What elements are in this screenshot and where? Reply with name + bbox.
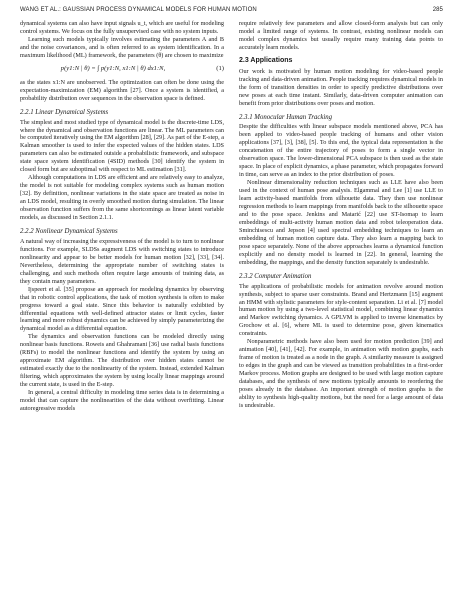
equation-1 [20,62,224,77]
left-column [20,20,224,413]
equation-number: (1) [216,64,224,72]
body-paragraph: as the states x1:N are unobserved. The optimization can often be done using the expectation-maximization (EM) algorithm [27]. Once a system is identified, a probability distribution over sequences in the observation space is defined. [20,78,224,102]
right-column [239,20,443,410]
subsection-heading: 2.3.1 Monocular Human Tracking [239,113,333,121]
body-paragraph: Despite the difficulties with linear subspace models mentioned above, PCA has been applied to video-based people tracking of humans and other vision applications [37], [3], [38], [5]. To this end, the typical data representation is the concatenation of the entire trajectory of poses to form a single vector in observation space. The lower-dimensional PCA subspace is then used as the state space. In place of explicit dynamics, a phase parameter, which propagates forward in time, can serve as an index to the prior distribution of poses. [239,123,443,179]
body-paragraph: Although computations in LDS are efficient and are relatively easy to analyze, the model is not suitable for modeling complex systems such as human motion [32]. By definition, nonlinear variations in the state space are treated as noise in an LDS model, resulting in overly smoothed motion during simulation. The linear observation function suffers from the same shortcomings as linear latent variable models, as discussed in Section 2.1.1. [20,174,224,222]
body-paragraph: In general, a central difficulty in modeling time series data is in determining a model that can capture the nonlinearities of the data without overfitting. Linear autoregressive models [20,389,224,412]
body-paragraph: A natural way of increasing the expressiveness of the model is to turn to nonlinear functions. For example, SLDSs augment LDS with switching states to introduce nonlinearity and appear to be better models for human motion [32], [33], [34]. Nevertheless, determining the appropriate number of switching states is challenging, and such methods often require large amounts of training data, as they contain many parameters. [20,237,224,285]
subsection-heading: 2.3.2 Computer Animation [239,272,312,280]
body-paragraph: The simplest and most studied type of dynamical model is the discrete-time LDS, where the dynamical and observation functions are linear. The ML parameters can be computed iteratively using the EM algorithm [28], [29]. As part of the E-step, a Kalman smoother is used to infer the expected values of the hidden states. LDS parameters can also be estimated outside a probabilistic framework, and subspace state space system identification (4SID) methods [30] identify the system in closed form but are suboptimal with respect to ML estimation [31]. [20,118,224,174]
body-paragraph: dynamical systems can also have input signals u_t, which are useful for modeling control systems. We focus on the fully unsupervised case with no system inputs. [20,20,224,35]
body-paragraph: Nonparametric methods have also been used for motion prediction [39] and animation [40], [41], [42]. For example, in animation with motion graphs, each frame of motion is treated as a node in the graph. A similarity measure is assigned to edges in the graph and can be viewed as transition probabilities in a first-order Markov process. Motion graphs are designed to be used with large motion capture databases, and the synthesis of new motions typically amounts to reordering the poses already in the database. An important strength of motion graphs is the ability to synthesis high-quality motions, but the need for a large amount of data is undesirable. [239,338,443,409]
section-heading: 2.2.1 Linear Dynamical Systems [20,108,109,116]
running-header [20,7,443,16]
body-paragraph: The applications of probabilistic models for animation revolve around motion synthesis, subject to sparse user constraints. Brand and Hertzmann [15] augment an HMM with stylistic parameters for style-content separation. Li et al. [7] model human motion by using a two-level statistical model, combining linear dynamics and Markov switching dynamics. A GPLVM is applied to inverse kinematics by Grochow et al. [6], where ML is used to determine pose, given kinematics constraints. [239,282,443,338]
page-number: 285 [432,7,443,13]
body-paragraph: The dynamics and observation functions can be modeled directly using nonlinear basis functions. Roweis and Ghahramani [36] use radial basis functions (RBFs) to model the nonlinear functions and identify the system by using an approximate EM algorithm. The distribution over hidden states cannot be estimated exactly due to the nonlinearity of the system. Instead, extended Kalman filtering, which approximates the system by using locally linear mappings around the current state, is used in the E-step. [20,333,224,389]
body-paragraph: Nonlinear dimensionality reduction techniques such as LLE have also been used in the context of human pose analysis. Elgammal and Lee [1] use LLE to learn activity-based manifolds from silhouette data. They then use nonlinear regression methods to learn mappings from manifolds back to the silhouette space and to the pose space. Jenkins and Matarić [22] use ST-Isomap to learn embeddings of multi-activity human motion data and robot teleoperation data. Sminchisescu and Jepson [4] used spectral embedding techniques to learn an embedding of human motion capture data. They also learn a mapping back to pose space separately. None of the above approaches learns a dynamical function explicitly and no density model is learned in [22]. In general, learning the embedding, the mappings, and the density function separately is undesirable. [239,179,443,266]
running-title: WANG ET AL.: GAUSSIAN PROCESS DYNAMICAL MODELS FOR HUMAN MOTION [20,7,257,13]
body-paragraph: Our work is motivated by human motion modeling for video-based people tracking and data-driven animation. People tracking requires dynamical models in the form of transition densities in order to specify predictive distributions over new poses at each time instant. Similarly, data-driven computer animation can benefit from prior distributions over poses and motion. [239,67,443,107]
equation-body: p(y1:N | θ) = ∫ p(y1:N, x1:N | θ) dx1:N, [60,64,166,72]
body-paragraph: Learning such models typically involves estimating the parameters A and B and the noise covariances, and is often referred to as system identification. In a maximum likelihood (ML) framework, the parameters (θ) are chosen to maximize [20,35,224,59]
section-heading: 2.3 Applications [239,56,293,64]
body-paragraph: Ijspeert et al. [35] propose an approach for modeling dynamics by observing that in robotic control applications, the task of motion synthesis is often to make progress toward a goal state. Since this behavior is naturally exhibited by differential equations with well-defined attractor states or limit cycles, faster learning and more robust dynamics can be achieved by simply parameterizing the dynamical model as a differential equation. [20,285,224,333]
section-heading: 2.2.2 Nonlinear Dynamical Systems [20,227,118,235]
body-paragraph: require relatively few parameters and allow closed-form analysis but can only model a limited range of systems. In contrast, existing nonlinear models can model complex dynamics but usually require many training data points to accurately learn models. [239,20,443,51]
